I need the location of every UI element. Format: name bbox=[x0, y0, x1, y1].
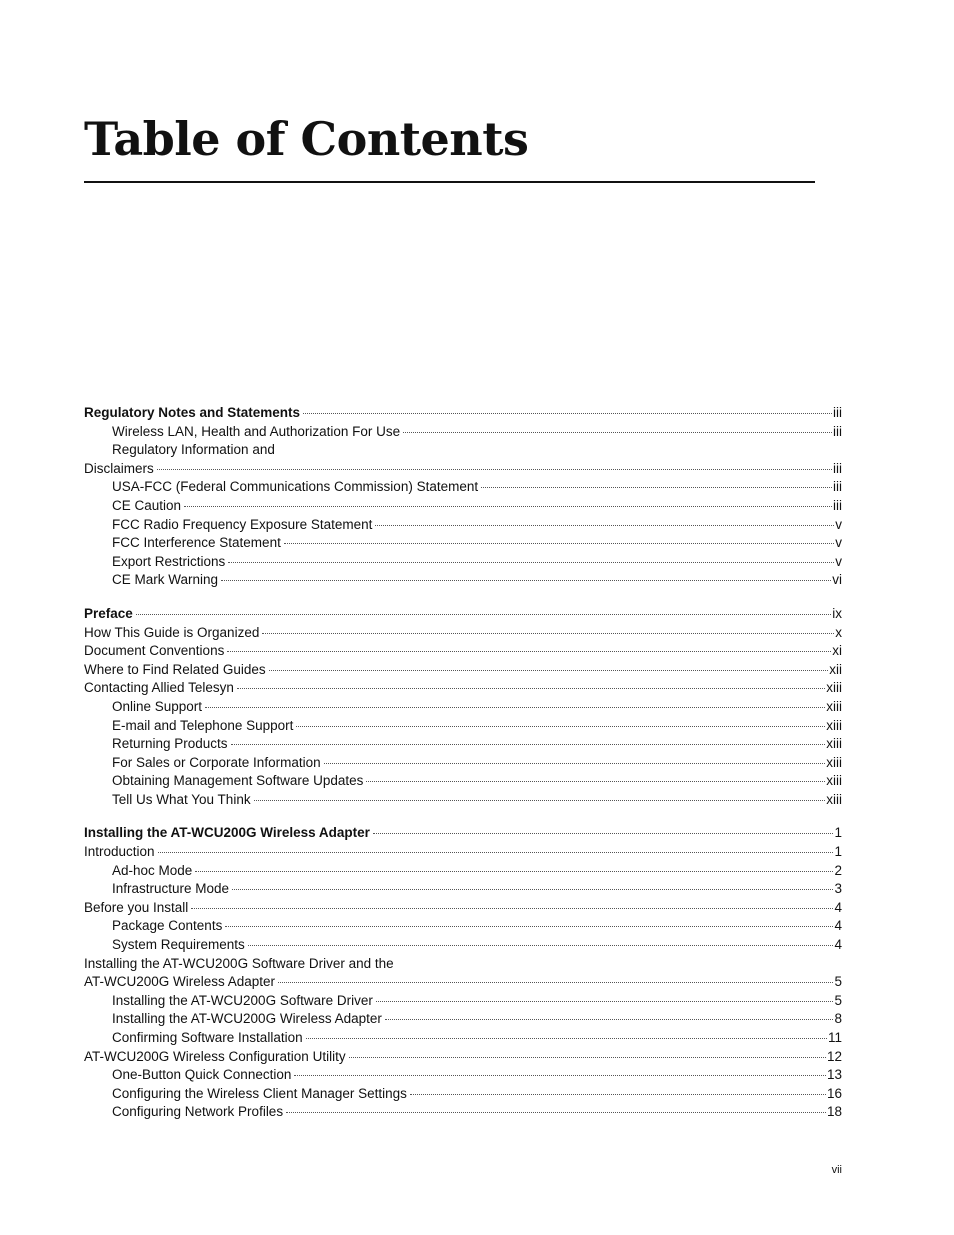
toc-entry[interactable] bbox=[84, 791, 842, 810]
toc-entry[interactable] bbox=[84, 717, 842, 736]
toc-entry-title: Installing the AT-WCU200G Software Driver and the bbox=[84, 955, 394, 971]
toc-entry-page: 4 bbox=[834, 899, 842, 915]
toc-entry-title: System Requirements bbox=[112, 937, 245, 953]
toc-entry-title: Regulatory Information and bbox=[112, 442, 275, 458]
dot-leader bbox=[286, 1112, 826, 1113]
toc-entry-title: How This Guide is Organized bbox=[84, 624, 260, 640]
toc-entry[interactable] bbox=[84, 1029, 842, 1048]
toc-entry-title: CE Caution bbox=[112, 497, 182, 513]
dot-leader bbox=[481, 487, 832, 488]
toc-entry-page: xiii bbox=[826, 680, 842, 696]
toc-entry-page: 3 bbox=[834, 881, 842, 897]
toc-entry-title: Preface bbox=[84, 605, 133, 621]
toc-entry[interactable] bbox=[84, 553, 842, 572]
dot-leader bbox=[227, 651, 831, 652]
toc-entry-title: FCC Interference Statement bbox=[112, 535, 281, 551]
toc-entry-title: Where to Find Related Guides bbox=[84, 661, 266, 677]
dot-leader bbox=[205, 707, 825, 708]
toc-entry[interactable] bbox=[84, 992, 842, 1011]
dot-leader bbox=[232, 889, 833, 890]
toc-entry[interactable] bbox=[84, 571, 842, 590]
toc-entry[interactable] bbox=[84, 772, 842, 791]
toc-entry-page: xiii bbox=[826, 717, 842, 733]
toc-entry[interactable] bbox=[84, 497, 842, 516]
dot-leader bbox=[191, 908, 833, 909]
toc-entry-title: Before you Install bbox=[84, 899, 189, 915]
dot-leader bbox=[385, 1019, 834, 1020]
toc-entry-title: Introduction bbox=[84, 844, 155, 860]
toc-entry[interactable] bbox=[84, 735, 842, 754]
toc-entry[interactable] bbox=[84, 460, 842, 479]
dot-leader bbox=[410, 1094, 826, 1095]
toc-entry-page: 11 bbox=[827, 1030, 842, 1045]
dot-leader bbox=[296, 726, 825, 727]
toc-entry-title: Installing the AT-WCU200G Software Driver bbox=[112, 992, 373, 1008]
toc-entry[interactable] bbox=[84, 955, 842, 974]
toc-entry-title: AT-WCU200G Wireless Adapter bbox=[84, 974, 276, 990]
toc-chapter-entry[interactable] bbox=[84, 404, 842, 423]
toc-entry[interactable] bbox=[84, 917, 842, 936]
toc-entry-title: E-mail and Telephone Support bbox=[112, 717, 294, 733]
dot-leader bbox=[284, 543, 834, 544]
toc-entry[interactable] bbox=[84, 1010, 842, 1029]
dot-leader bbox=[195, 871, 833, 872]
toc-entry[interactable] bbox=[84, 1048, 842, 1067]
toc-entry-title: Online Support bbox=[112, 698, 203, 714]
dot-leader bbox=[303, 413, 832, 414]
dot-leader bbox=[157, 469, 832, 470]
dot-leader bbox=[262, 633, 834, 634]
toc-entry-page: v bbox=[835, 553, 842, 569]
toc-entry-page: iii bbox=[833, 460, 842, 476]
dot-leader bbox=[403, 432, 832, 433]
dot-leader bbox=[324, 763, 826, 764]
toc-entry[interactable] bbox=[84, 880, 842, 899]
page-title: Table of Contents bbox=[84, 112, 529, 166]
dot-leader bbox=[158, 852, 834, 853]
toc-entry[interactable] bbox=[84, 936, 842, 955]
dot-leader bbox=[184, 506, 832, 507]
toc-section bbox=[84, 605, 842, 810]
toc-entry-page: 18 bbox=[826, 1104, 842, 1120]
toc-entry[interactable] bbox=[84, 441, 842, 460]
dot-leader bbox=[306, 1038, 827, 1039]
page-number: vii bbox=[831, 1164, 842, 1176]
toc-entry-page: 4 bbox=[834, 918, 842, 934]
toc-entry[interactable] bbox=[84, 754, 842, 773]
toc-entry-page: 2 bbox=[834, 862, 842, 878]
dot-leader bbox=[375, 525, 834, 526]
toc-entry[interactable] bbox=[84, 1103, 842, 1122]
dot-leader bbox=[366, 781, 825, 782]
toc-entry[interactable] bbox=[84, 698, 842, 717]
toc-entry-page: 1 bbox=[834, 825, 842, 841]
dot-leader bbox=[136, 614, 831, 615]
toc-entry-title: Returning Products bbox=[112, 736, 228, 752]
toc-chapter-entry[interactable] bbox=[84, 605, 842, 624]
toc-entry-title: USA-FCC (Federal Communications Commission) Statement bbox=[112, 479, 479, 495]
toc-entry[interactable] bbox=[84, 973, 842, 992]
toc-entry-title: Configuring Network Profiles bbox=[112, 1104, 284, 1120]
dot-leader bbox=[237, 688, 825, 689]
toc-entry-title: Obtaining Management Software Updates bbox=[112, 773, 364, 789]
toc-entry-page: vi bbox=[832, 572, 842, 588]
toc-entry-title: Installing the AT-WCU200G Wireless Adapter bbox=[112, 1011, 382, 1027]
toc-entry[interactable] bbox=[84, 624, 842, 643]
toc-entry-page: 1 bbox=[834, 844, 842, 860]
toc-entry-page: iii bbox=[833, 479, 842, 495]
toc-entry[interactable] bbox=[84, 862, 842, 881]
dot-leader bbox=[254, 800, 826, 801]
toc-entry-title: Disclaimers bbox=[84, 460, 154, 476]
toc-chapter-entry[interactable] bbox=[84, 824, 842, 843]
dot-leader bbox=[225, 926, 833, 927]
toc-entry-page: xiii bbox=[826, 698, 842, 714]
toc-entry-page: 8 bbox=[834, 1011, 842, 1027]
toc-entry-title: Installing the AT-WCU200G Wireless Adapter bbox=[84, 825, 370, 841]
toc-entry-page: 5 bbox=[834, 992, 842, 1008]
toc-entry-title: FCC Radio Frequency Exposure Statement bbox=[112, 516, 373, 532]
toc-entry[interactable] bbox=[84, 843, 842, 862]
toc-entry-title: AT-WCU200G Wireless Configuration Utility bbox=[84, 1048, 346, 1064]
dot-leader bbox=[349, 1057, 826, 1058]
toc-entry[interactable] bbox=[84, 679, 842, 698]
toc-entry-title: For Sales or Corporate Information bbox=[112, 754, 321, 770]
toc-entry-page: xiii bbox=[826, 773, 842, 789]
toc-entry[interactable] bbox=[84, 661, 842, 680]
toc-entry-title: Ad-hoc Mode bbox=[112, 862, 193, 878]
toc-section bbox=[84, 404, 842, 590]
toc-entry-title: Package Contents bbox=[112, 918, 223, 934]
toc-entry-title: Contacting Allied Telesyn bbox=[84, 680, 234, 696]
toc-entry-title: Infrastructure Mode bbox=[112, 881, 230, 897]
toc-entry-title: CE Mark Warning bbox=[112, 572, 219, 588]
dot-leader bbox=[376, 1001, 834, 1002]
toc-entry[interactable] bbox=[84, 423, 842, 442]
toc-entry-title: One-Button Quick Connection bbox=[112, 1067, 292, 1083]
toc-entry-title: Export Restrictions bbox=[112, 553, 226, 569]
toc-entry[interactable] bbox=[84, 642, 842, 661]
toc-entry-title: Document Conventions bbox=[84, 643, 225, 659]
toc-entry-title: Confirming Software Installation bbox=[112, 1030, 303, 1045]
toc-entry-title: Regulatory Notes and Statements bbox=[84, 405, 301, 420]
toc-section bbox=[84, 824, 842, 1122]
toc-entry-page: 4 bbox=[834, 937, 842, 953]
toc-entry[interactable] bbox=[84, 516, 842, 535]
dot-leader bbox=[373, 833, 834, 834]
toc-entry-page: ix bbox=[832, 605, 842, 621]
table-of-contents bbox=[84, 404, 842, 1137]
toc-entry-page: xi bbox=[832, 643, 842, 659]
toc-entry[interactable] bbox=[84, 1066, 842, 1085]
toc-entry-page: xii bbox=[829, 661, 842, 677]
toc-entry-page: v bbox=[835, 535, 842, 551]
toc-entry[interactable] bbox=[84, 534, 842, 553]
toc-entry-page: 12 bbox=[826, 1048, 842, 1064]
toc-entry-page: iii bbox=[833, 423, 842, 439]
dot-leader bbox=[231, 744, 826, 745]
toc-entry-page: xiii bbox=[826, 736, 842, 752]
dot-leader bbox=[278, 982, 833, 983]
toc-entry-page: 5 bbox=[834, 974, 842, 990]
toc-entry[interactable] bbox=[84, 1085, 842, 1104]
toc-entry[interactable] bbox=[84, 899, 842, 918]
dot-leader bbox=[221, 580, 831, 581]
dot-leader bbox=[269, 670, 829, 671]
toc-entry[interactable] bbox=[84, 478, 842, 497]
dot-leader bbox=[294, 1075, 826, 1076]
toc-entry-page: xiii bbox=[826, 754, 842, 770]
toc-entry-page: x bbox=[835, 624, 842, 640]
toc-entry-page: 13 bbox=[826, 1067, 842, 1083]
toc-entry-page: xiii bbox=[826, 791, 842, 807]
toc-entry-title: Configuring the Wireless Client Manager Settings bbox=[112, 1085, 407, 1101]
dot-leader bbox=[248, 945, 834, 946]
toc-entry-page: v bbox=[835, 516, 842, 532]
toc-entry-page: 16 bbox=[826, 1085, 842, 1101]
title-rule bbox=[84, 181, 815, 183]
dot-leader bbox=[228, 562, 834, 563]
toc-entry-page: iii bbox=[833, 405, 842, 420]
toc-entry-title: Wireless LAN, Health and Authorization For Use bbox=[112, 423, 401, 439]
toc-entry-page: iii bbox=[833, 497, 842, 513]
toc-entry-title: Tell Us What You Think bbox=[112, 791, 251, 807]
